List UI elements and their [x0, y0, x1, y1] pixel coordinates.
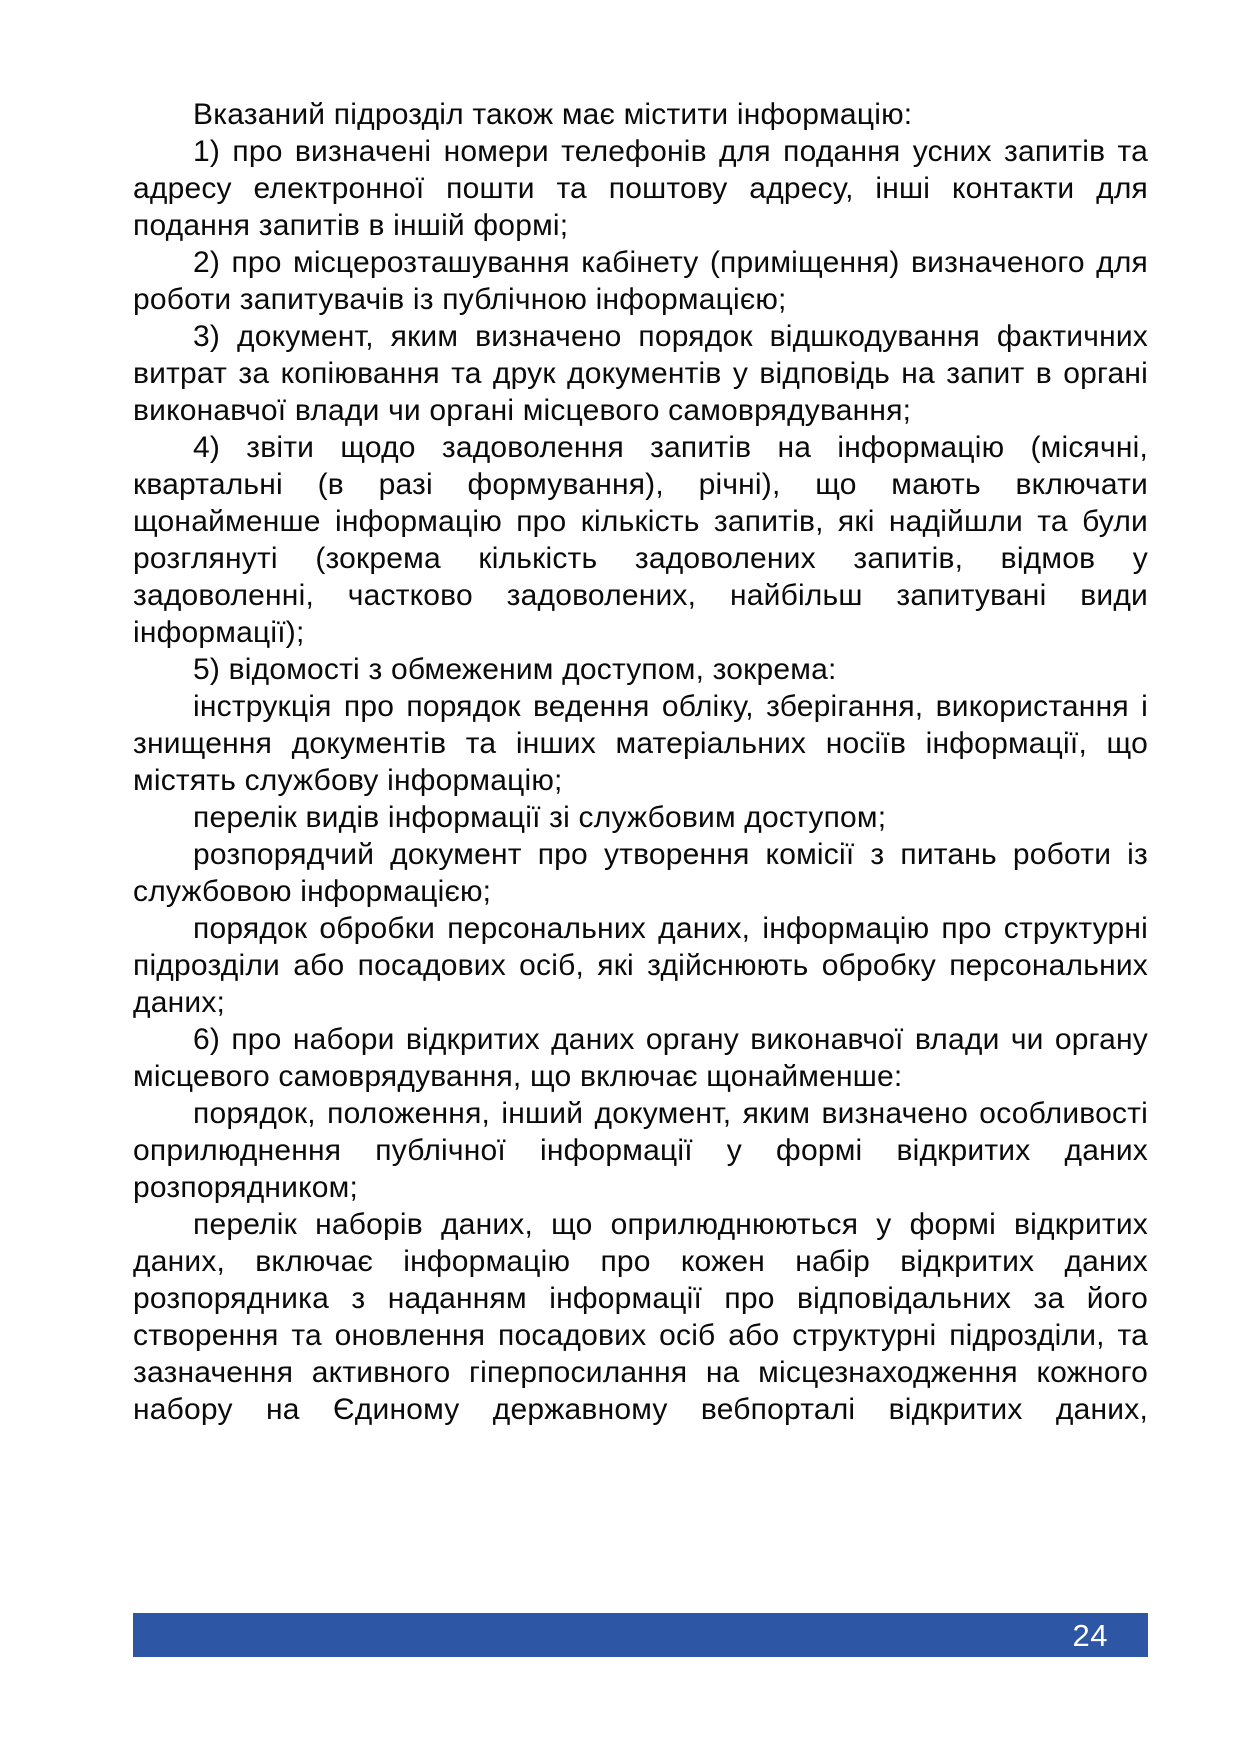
- page-text-block: [133, 96, 1148, 1428]
- page-footer-bar: [133, 1613, 1148, 1657]
- page-number: 24: [1072, 1617, 1108, 1653]
- paragraph: порядок, положення, інший документ, яким визначено особливості оприлюднення публічної інформації у формі відкритих даних розпорядником;: [133, 1097, 1148, 1204]
- paragraph: інструкція про порядок ведення обліку, зберігання, використання і знищення документів та інших матеріальних носіїв інформації, що містять службову інформацію;: [133, 690, 1148, 797]
- paragraph: перелік видів інформації зі службовим доступом;: [193, 801, 887, 834]
- paragraph: 1) про визначені номери телефонів для подання усних запитів та адресу електронної пошти та поштову адресу, інші контакти для подання запитів в іншій формі;: [133, 135, 1148, 242]
- paragraph: перелік наборів даних, що оприлюднюються у формі відкритих даних, включає інформацію про кожен набір відкритих даних розпорядника з наданням інформації про відповідальних за його створення та оновлення посадових осіб або структурні підрозділи, та зазначення активного гіперпосилання на місцезнаходження кожного набору на Єдиному державному вебпорталі відкритих даних,: [133, 1208, 1148, 1426]
- paragraph: 2) про місцерозташування кабінету (приміщення) визначеного для роботи запитувачів із публічною інформацією;: [133, 246, 1148, 316]
- paragraph: 3) документ, яким визначено порядок відшкодування фактичних витрат за копіювання та друк документів у відповідь на запит в органі виконавчої влади чи органі місцевого самоврядування;: [133, 320, 1148, 427]
- paragraph: порядок обробки персональних даних, інформацію про структурні підрозділи або посадових осіб, які здійснюють обробку персональних даних;: [133, 912, 1148, 1019]
- paragraph: Вказаний підрозділ також має містити інформацію:: [193, 98, 913, 131]
- paragraph: 6) про набори відкритих даних органу виконавчої влади чи органу місцевого самоврядування, що включає щонайменше:: [133, 1023, 1148, 1093]
- paragraph: розпорядчий документ про утворення комісії з питань роботи із службовою інформацією;: [133, 838, 1148, 908]
- paragraph: 5) відомості з обмеженим доступом, зокрема:: [193, 653, 837, 686]
- paragraph: 4) звіти щодо задоволення запитів на інформацію (місячні, квартальні (в разі формування), річні), що мають включати щонайменше інформацію про кількість запитів, які надійшли та були розглянуті (зокрема кількість задоволених запитів, відмов у задоволенні, частково задоволених, найбільш запитувані види інформації);: [133, 431, 1148, 649]
